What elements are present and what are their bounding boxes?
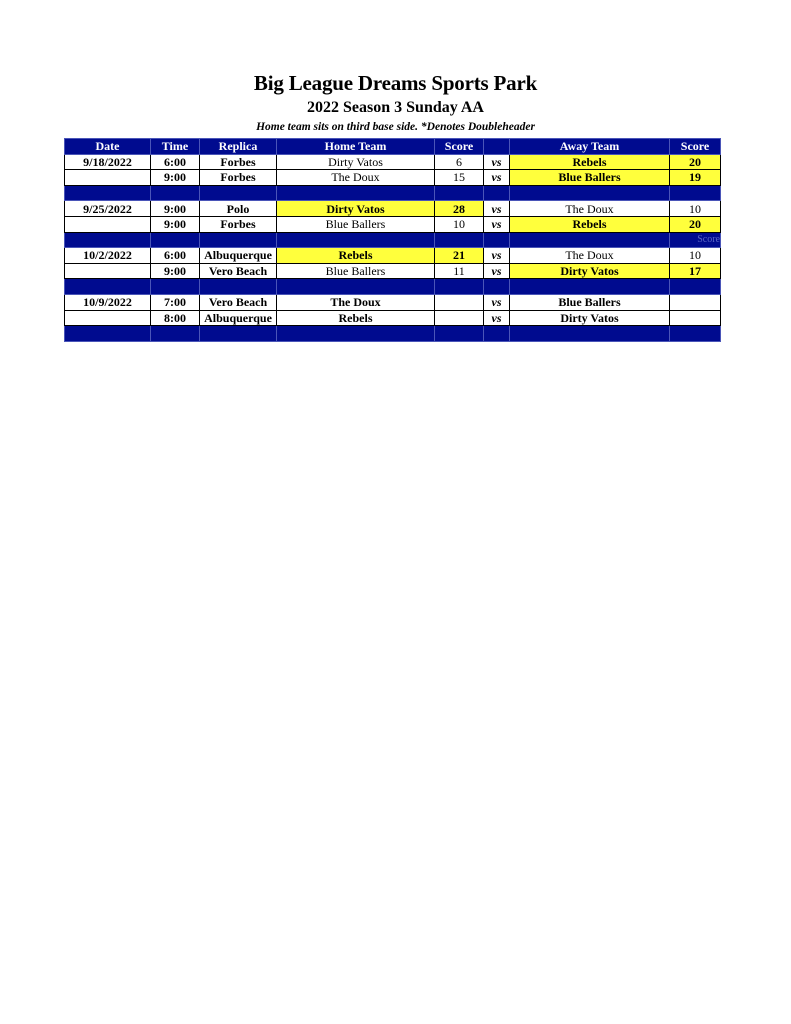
table-row — [65, 216, 721, 232]
game-replica: Polo — [200, 201, 277, 217]
table-row — [65, 310, 721, 326]
table-row — [65, 201, 721, 217]
game-date: 10/2/2022 — [65, 248, 151, 264]
away-score: 20 — [670, 216, 721, 232]
column-header-vs — [484, 139, 510, 155]
home-score: 15 — [435, 170, 484, 186]
home-score: 11 — [435, 263, 484, 279]
column-header-home-team: Home Team — [277, 139, 435, 155]
home-score — [435, 294, 484, 310]
vs-label: vs — [484, 294, 510, 310]
column-header-replica: Replica — [200, 139, 277, 155]
home-team: The Doux — [277, 294, 435, 310]
game-time: 7:00 — [151, 294, 200, 310]
schedule-table — [64, 138, 721, 342]
home-team: The Doux — [277, 170, 435, 186]
game-time: 9:00 — [151, 263, 200, 279]
table-row — [65, 170, 721, 186]
vs-label: vs — [484, 154, 510, 170]
game-date: 10/9/2022 — [65, 294, 151, 310]
home-team: Rebels — [277, 310, 435, 326]
home-team: Blue Ballers — [277, 216, 435, 232]
game-replica: Vero Beach — [200, 294, 277, 310]
vs-label: vs — [484, 263, 510, 279]
home-score: 10 — [435, 216, 484, 232]
game-time: 8:00 — [151, 310, 200, 326]
vs-label: vs — [484, 248, 510, 264]
week-separator — [65, 279, 721, 295]
away-team: Blue Ballers — [510, 170, 670, 186]
game-date: 9/18/2022 — [65, 154, 151, 170]
game-date — [65, 263, 151, 279]
away-score — [670, 310, 721, 326]
away-team: Dirty Vatos — [510, 310, 670, 326]
away-score: 10 — [670, 201, 721, 217]
away-team: Blue Ballers — [510, 294, 670, 310]
game-replica: Forbes — [200, 154, 277, 170]
column-header-away-score: Score — [670, 139, 721, 155]
game-replica: Albuquerque — [200, 310, 277, 326]
game-replica: Forbes — [200, 170, 277, 186]
game-date — [65, 216, 151, 232]
table-row — [65, 154, 721, 170]
home-score: 21 — [435, 248, 484, 264]
game-time: 6:00 — [151, 154, 200, 170]
away-team: Dirty Vatos — [510, 263, 670, 279]
game-replica: Albuquerque — [200, 248, 277, 264]
vs-label: vs — [484, 170, 510, 186]
vs-label: vs — [484, 310, 510, 326]
home-team: Rebels — [277, 248, 435, 264]
away-team: The Doux — [510, 201, 670, 217]
game-replica: Forbes — [200, 216, 277, 232]
column-header-home-score: Score — [435, 139, 484, 155]
game-date — [65, 170, 151, 186]
away-team: Rebels — [510, 154, 670, 170]
away-team: The Doux — [510, 248, 670, 264]
home-score: 6 — [435, 154, 484, 170]
away-score: 10 — [670, 248, 721, 264]
home-team: Dirty Vatos — [277, 154, 435, 170]
table-row — [65, 263, 721, 279]
away-score — [670, 294, 721, 310]
away-score: 19 — [670, 170, 721, 186]
separator-score-label: Score — [670, 232, 721, 248]
page-subtitle: 2022 Season 3 Sunday AA — [307, 99, 484, 116]
game-time: 9:00 — [151, 170, 200, 186]
game-time: 9:00 — [151, 216, 200, 232]
home-team: Blue Ballers — [277, 263, 435, 279]
game-date: 9/25/2022 — [65, 201, 151, 217]
week-separator — [65, 185, 721, 201]
table-row — [65, 248, 721, 264]
week-separator — [65, 326, 721, 342]
game-replica: Vero Beach — [200, 263, 277, 279]
column-header-away-team: Away Team — [510, 139, 670, 155]
schedule-note: Home team sits on third base side. *Denotes Doubleheader — [256, 121, 535, 133]
home-score — [435, 310, 484, 326]
away-score: 20 — [670, 154, 721, 170]
column-header-date: Date — [65, 139, 151, 155]
column-header-time: Time — [151, 139, 200, 155]
game-date — [65, 310, 151, 326]
vs-label: vs — [484, 201, 510, 217]
game-time: 9:00 — [151, 201, 200, 217]
home-score: 28 — [435, 201, 484, 217]
vs-label: vs — [484, 216, 510, 232]
away-team: Rebels — [510, 216, 670, 232]
week-separator — [65, 232, 721, 248]
game-time: 6:00 — [151, 248, 200, 264]
table-header-row — [65, 139, 721, 155]
table-row — [65, 294, 721, 310]
home-team: Dirty Vatos — [277, 201, 435, 217]
page-title: Big League Dreams Sports Park — [253, 71, 538, 95]
away-score: 17 — [670, 263, 721, 279]
